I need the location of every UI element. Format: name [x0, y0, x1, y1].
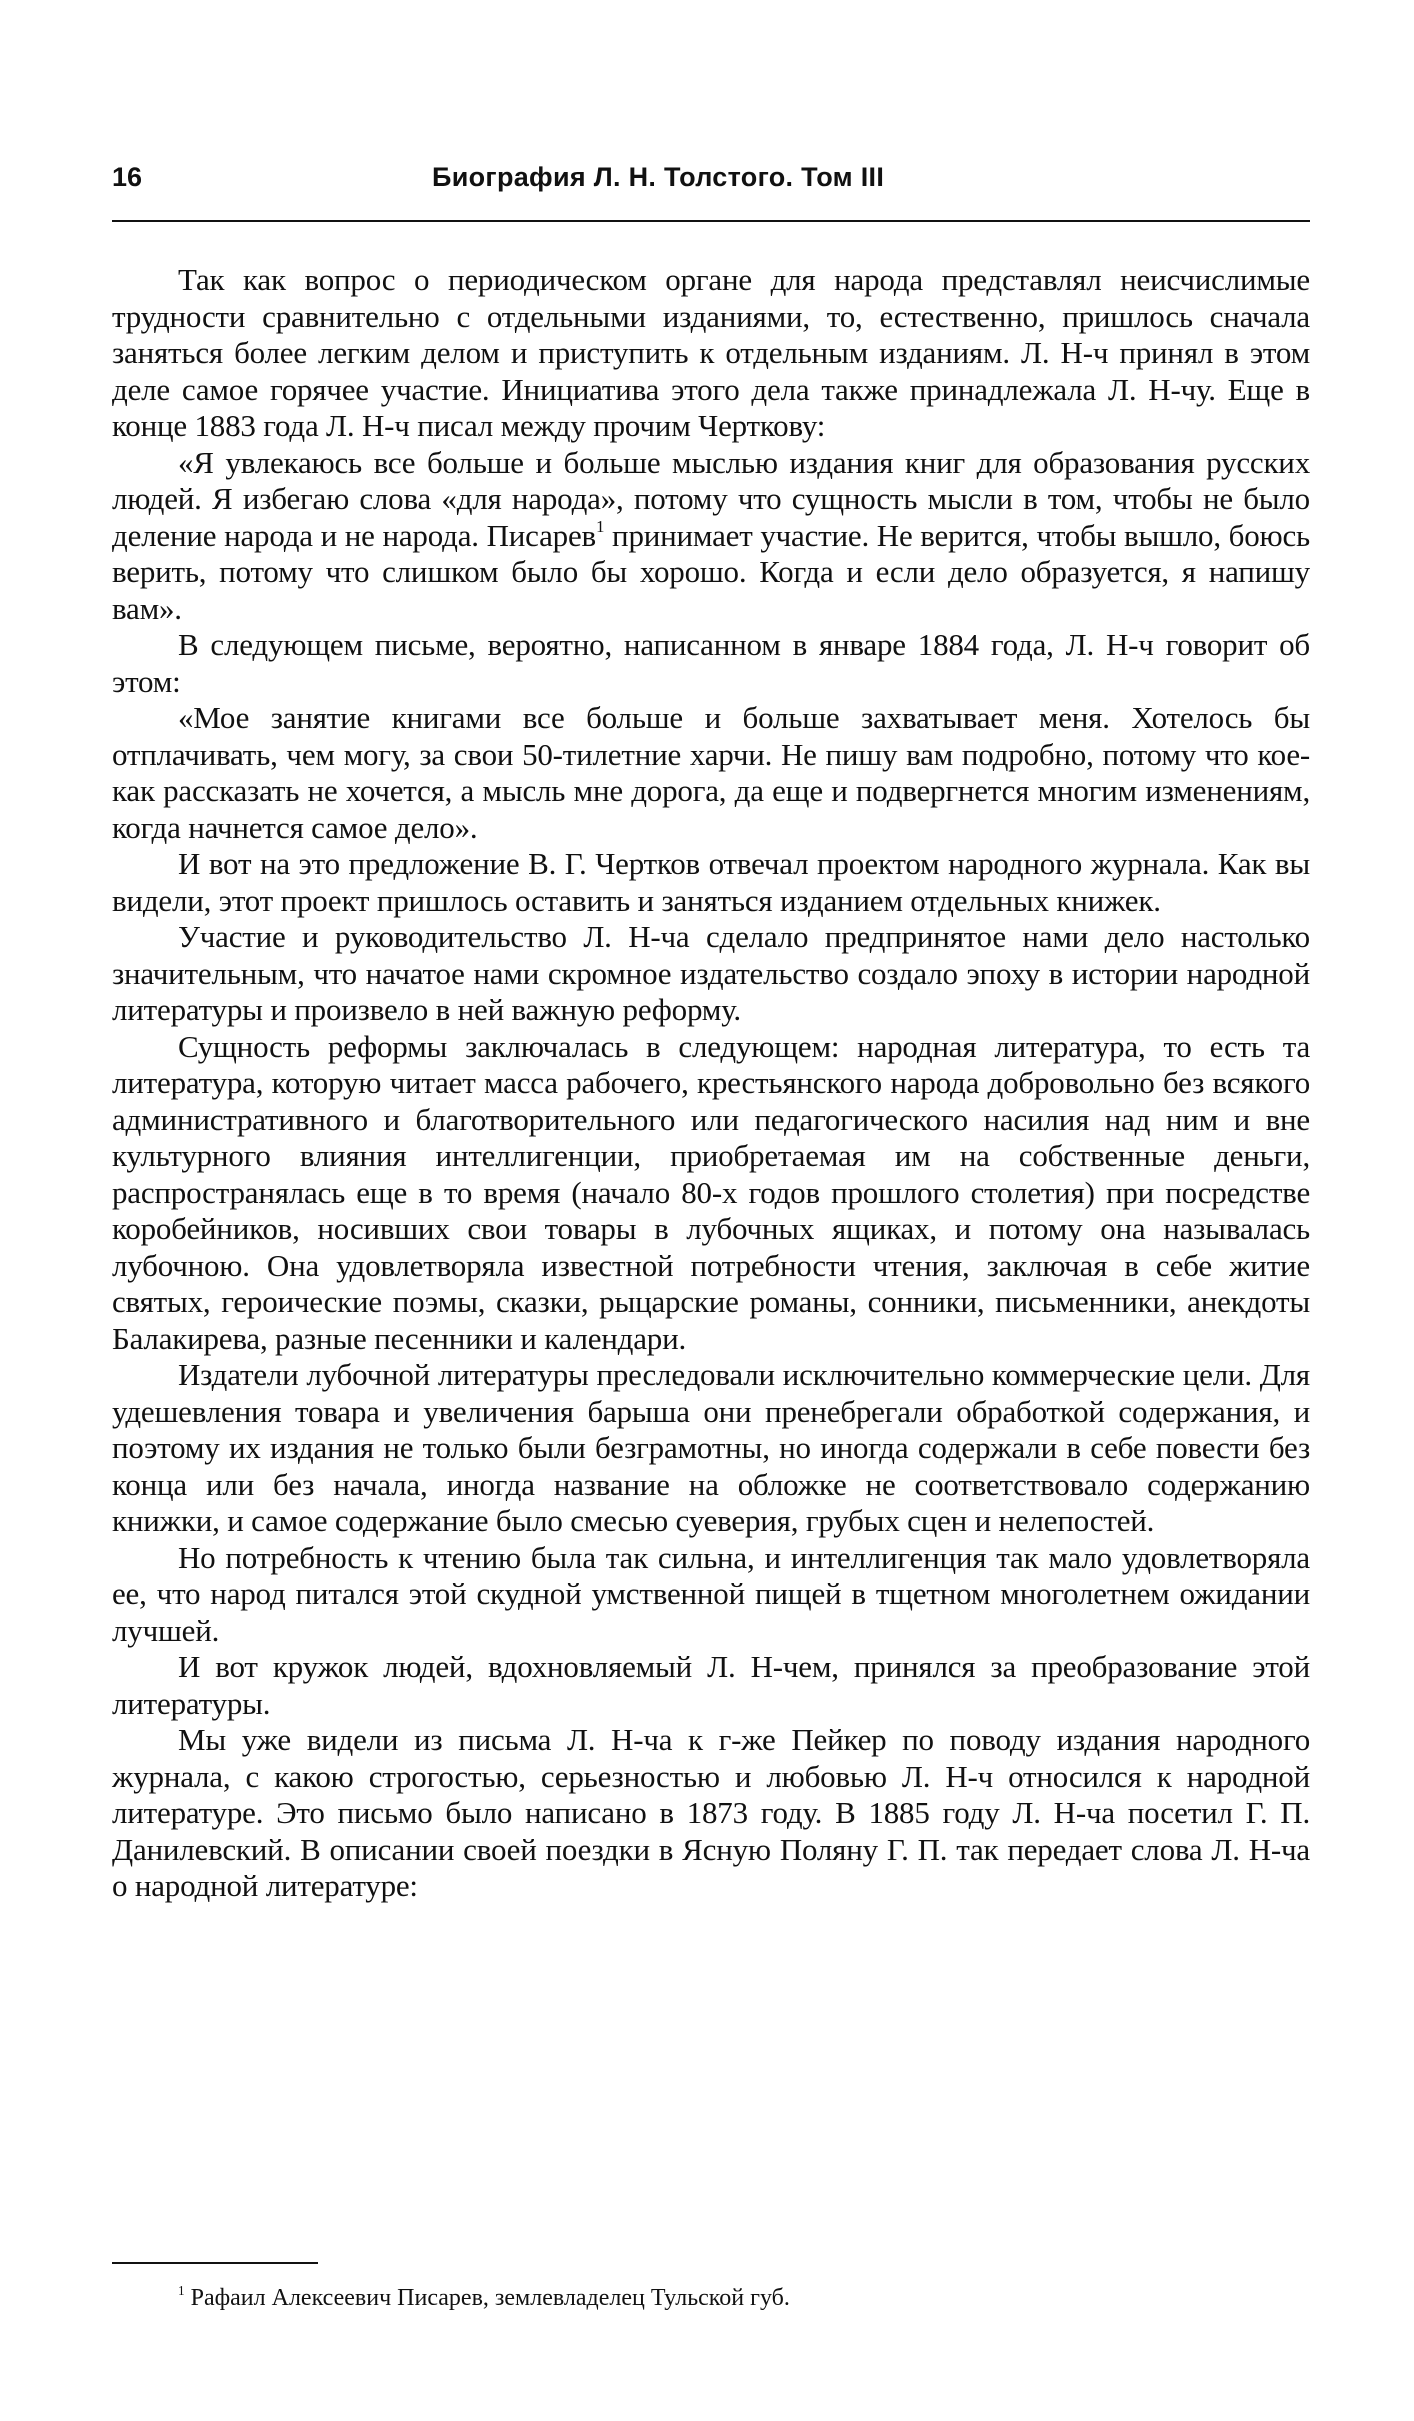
- paragraph: Так как вопрос о периодическом органе для народа представлял неисчислимые трудности сравнительно с отдельными изданиями, то, естественно, пришлось сначала заняться более легким делом и приступить к отдельным изданиям. Л. Н-ч принял в этом деле самое горячее участие. Инициатива этого дела также принадлежала Л. Н-чу. Еще в конце 1883 года Л. Н-ч писал между прочим Черткову:: [112, 262, 1310, 443]
- page-header: [112, 162, 1310, 202]
- paragraph: И вот на это предложение В. Г. Чертков отвечал проектом народного журнала. Как вы видели, этот проект пришлось оставить и заняться изданием отдельных книжек.: [112, 846, 1310, 918]
- footnote-reference[interactable]: 1: [595, 517, 605, 537]
- paragraph-text: «Я увлекаюсь все больше и больше мыслью издания книг для образования русских людей. Я избегаю слова «для народа», потому что сущность мысли в том, чтобы не было деление народа и не народа. Писарев: [112, 444, 1310, 553]
- paragraph: Издатели лубочной литературы преследовали исключительно коммерческие цели. Для удешевления товара и увеличения барыша они пренебрегали обработкой содержания, и поэтому их издания не только были безграмотны, но иногда содержали в себе повести без конца или без начала, иногда название на обложке не соответствовало содержанию книжки, и самое содержание было смесью суеверия, грубых сцен и нелепостей.: [112, 1357, 1310, 1538]
- paragraph: Участие и руководительство Л. Н-ча сделало предпринятое нами дело настолько значительным, что начатое нами скромное издательство создало эпоху в истории народной литературы и произвело в ней важную реформу.: [112, 919, 1310, 1027]
- paragraph-quote: «Мое занятие книгами все больше и больше захватывает меня. Хотелось бы отплачивать, чем могу, за свои 50-тилетние харчи. Не пишу вам подробно, потому что кое-как рассказать не хочется, а мысль мне дорога, да еще и подвергнется многим изменениям, когда начнется самое дело».: [112, 700, 1310, 845]
- page-number: 16: [112, 162, 143, 192]
- running-title: Биография Л. Н. Толстого. Том III: [432, 162, 885, 192]
- paragraph: Мы уже видели из письма Л. Н-ча к г-же Пейкер по поводу издания народного журнала, с какою строгостью, серьезностью и любовью Л. Н-ч относился к народной литературе. Это письмо было написано в 1873 году. В 1885 году Л. Н-ча посетил Г. П. Данилевский. В описании своей поездки в Ясную Поляну Г. П. так передает слова Л. Н-ча о народной литературе:: [112, 1722, 1310, 1903]
- paragraph-quote-with-footnote: [112, 445, 1310, 628]
- paragraph: И вот кружок людей, вдохновляемый Л. Н-чем, принялся за преобразование этой литературы.: [112, 1649, 1310, 1721]
- paragraph: Но потребность к чтению была так сильна, и интеллигенция так мало удовлетворяла ее, что народ питался этой скудной умственной пищей в тщетном многолетнем ожидании лучшей.: [112, 1539, 1310, 1648]
- footnote-mark: 1: [178, 2282, 185, 2298]
- paragraph: Сущность реформы заключалась в следующем: народная литература, то есть та литература, которую читает масса рабочего, крестьянского народа добровольно без всякого административного и благотворительного или педагогического насилия над ним и вне культурного влияния интеллигенции, приобретаемая им на собственные деньги, распространялась еще в то время (начало 80-х годов прошлого столетия) при посредстве коробейников, носивших свои товары в лубочных ящиках, и потому она называлась лубочною. Она удовлетворяла известной потребности чтения, заключая в себе житие святых, героические поэмы, сказки, рыцарские романы, сонники, письменники, анекдоты Балакирева, разные песенники и календари.: [112, 1028, 1310, 1356]
- body-text: [112, 262, 1310, 1905]
- paragraph: В следующем письме, вероятно, написанном в январе 1884 года, Л. Н-ч говорит об этом:: [112, 627, 1310, 699]
- footnote: [178, 2283, 790, 2313]
- header-rule: [112, 220, 1310, 222]
- paragraph-text: принимает участие. Не верится, чтобы вышло, боюсь верить, потому что слишком было бы хорошо. Когда и если дело образуется, я напишу вам».: [112, 517, 1310, 626]
- footnote-text: Рафаил Алексеевич Писарев, землевладелец Тульской губ.: [184, 2285, 790, 2311]
- footnote-rule: [112, 2262, 318, 2264]
